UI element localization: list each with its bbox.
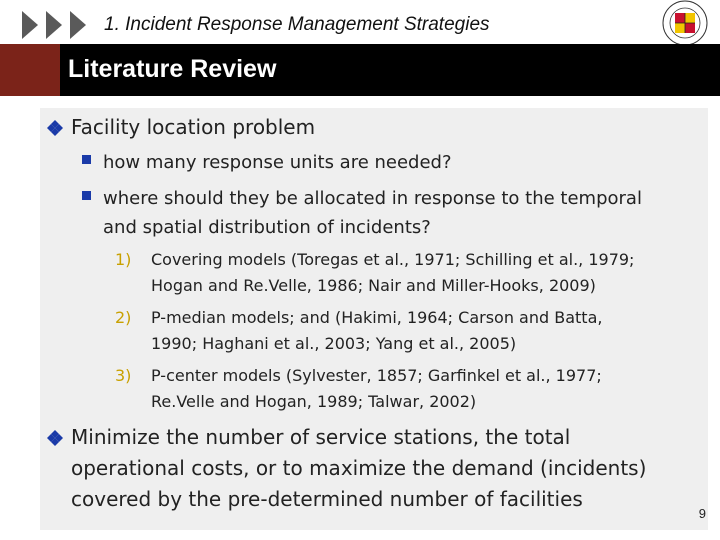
list-number: 1) (115, 250, 132, 269)
university-seal-icon (662, 0, 708, 46)
list-item-pcenter-line2: Re.Velle and Hogan, 1989; Talwar, 2002) (151, 392, 477, 411)
list-item-pmedian-line2: 1990; Haghani et al., 2003; Yang et al., 2005) (151, 334, 517, 353)
page-number: 9 (698, 506, 706, 521)
list-number: 3) (115, 366, 132, 385)
sub-bullet-allocation-line1: where should they be allocated in response to the temporal (103, 188, 642, 209)
square-bullet-icon (82, 191, 91, 200)
bullet-minimize-line3: covered by the pre-determined number of facilities (71, 487, 583, 511)
list-number: 2) (115, 308, 132, 327)
navigation-arrows-icon (22, 9, 94, 41)
bullet-minimize-line1: Minimize the number of service stations, the total (71, 425, 571, 449)
title-accent-block (0, 44, 60, 96)
diamond-bullet-icon (46, 119, 64, 137)
list-item-covering-line1: Covering models (Toregas et al., 1971; Schilling et al., 1979; (151, 250, 635, 269)
sub-bullet-response-units: how many response units are needed? (103, 152, 452, 173)
bullet-facility-location: Facility location problem (71, 115, 316, 139)
list-item-pcenter-line1: P-center models (Sylvester, 1857; Garfinkel et al., 1977; (151, 366, 602, 385)
list-item-pmedian-line1: P-median models; and (Hakimi, 1964; Carson and Batta, (151, 308, 603, 327)
square-bullet-icon (82, 155, 91, 164)
sub-bullet-allocation-line2: and spatial distribution of incidents? (103, 217, 431, 238)
list-item-covering-line2: Hogan and Re.Velle, 1986; Nair and Miller-Hooks, 2009) (151, 276, 596, 295)
header-title: 1. Incident Response Management Strategies (104, 14, 490, 35)
diamond-bullet-icon (46, 429, 64, 447)
bullet-minimize-line2: operational costs, or to maximize the demand (incidents) (71, 456, 647, 480)
slide-title: Literature Review (68, 55, 277, 83)
